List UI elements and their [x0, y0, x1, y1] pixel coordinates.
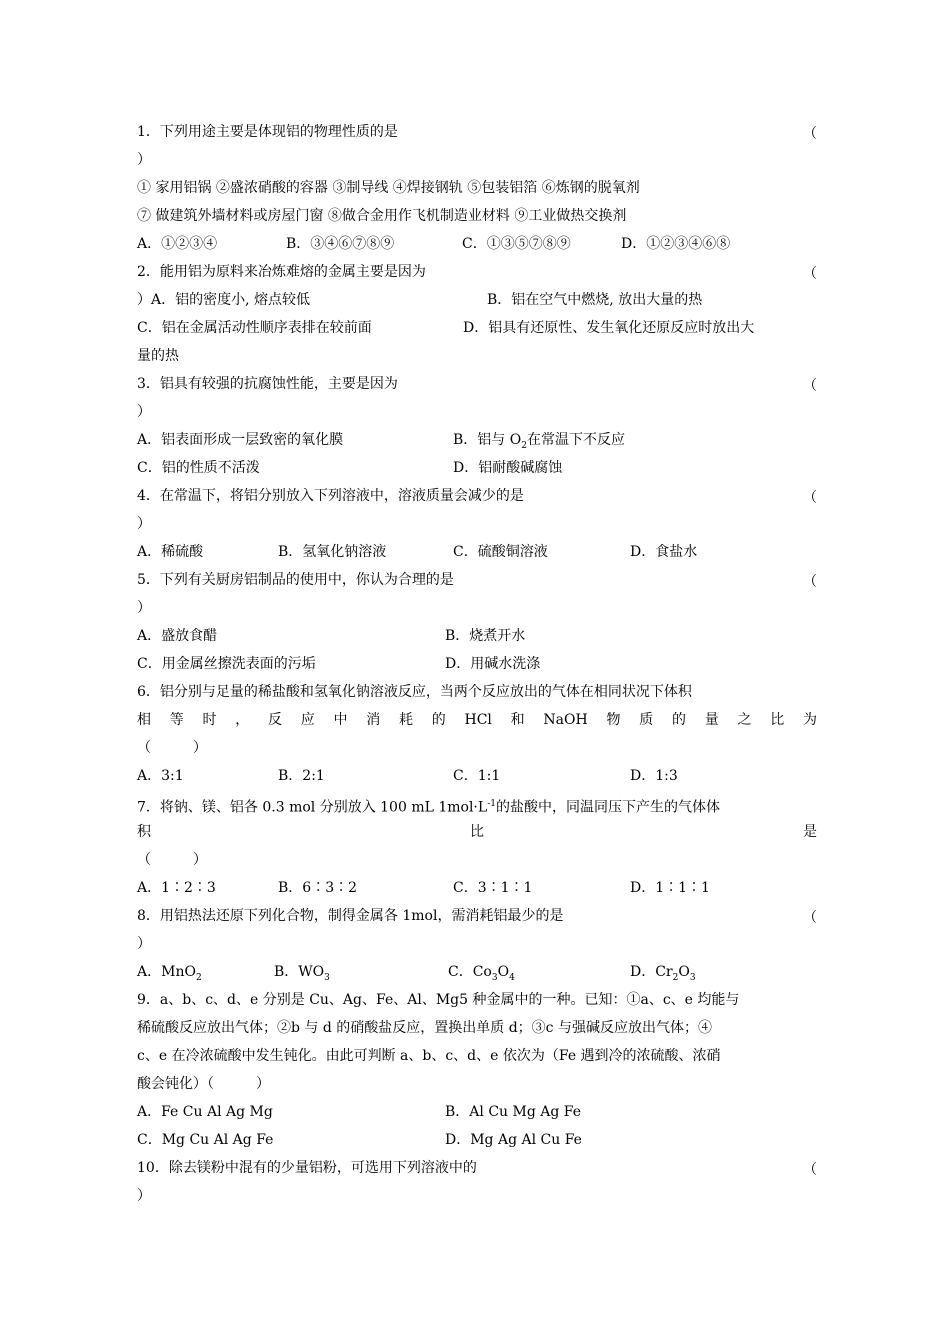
q9-stem-line2: 稀硫酸反应放出气体；②b 与 d 的硝酸盐反应，置换出单质 d；③c 与强碱反应放出气体；④ [137, 1020, 712, 1036]
q1-option-b: B．③④⑥⑦⑧⑨ [286, 236, 395, 252]
q3-option-a: A．铝表面形成一层致密的氧化膜 [137, 432, 344, 448]
q9-option-c: C．Mg Cu Al Ag Fe [137, 1132, 274, 1148]
q4-stem: 4．在常温下，将铝分别放入下列溶液中，溶液质量会减少的是 [137, 488, 524, 504]
q10-paren-open: （ [803, 1162, 817, 1178]
q5-paren-open: （ [803, 574, 817, 590]
q3-option-b: B．铝与 $O_2$在常温下不反应 [453, 432, 625, 451]
q5-option-b: B．烧煮开水 [445, 628, 526, 644]
q7-stem-line2: 积 比 是 [137, 824, 817, 840]
q2-option-c: C．铝在金属活动性顺序表排在较前面 [137, 320, 372, 336]
q6-stem-line1: 6．铝分别与足量的稀盐酸和氢氧化钠溶液反应，当两个反应放出的气体在相同状况下体积 [137, 684, 692, 700]
q1-items-line2: ⑦ 做建筑外墙材料或房屋门窗 ⑧做合金用作飞机制造业材料 ⑨工业做热交换剂 [137, 208, 627, 224]
q8-paren-open: （ [803, 910, 817, 926]
q10-stem: 10．除去镁粉中混有的少量铝粉，可选用下列溶液中的 [137, 1160, 477, 1176]
q3-paren-close: ） [137, 404, 151, 420]
q1-paren-close: ） [137, 152, 151, 168]
q7-stem-line1: 7．将钠、镁、铝各 0.3 mol 分别放入 100 mL $1mol\cdot L^{-1}$的盐酸中，同温同压下产生的气体体 [137, 799, 720, 816]
q4-option-b: B．氢氧化钠溶液 [278, 544, 387, 560]
q8-option-a: A．MnO$_2$ [137, 964, 202, 983]
q6-option-d: D．1:3 [630, 768, 678, 784]
q4-paren-close: ） [137, 516, 151, 532]
q9-stem-line1: 9．a、b、c、d、e 分别是 Cu、Ag、Fe、Al、Mg5 种金属中的一种。已知：①a、c、e 均能与 [137, 992, 740, 1008]
q6-option-a: A．3:1 [137, 768, 184, 784]
q3-option-c: C．铝的性质不活泼 [137, 460, 260, 476]
q4-option-a: A．稀硫酸 [137, 544, 204, 560]
q6-stem-line2: 相 等 时 ， 反 应 中 消 耗 的 HCl 和 NaOH 物 质 的 量 之 比 为 [137, 712, 817, 728]
q3-option-d: D．铝耐酸碱腐蚀 [453, 460, 563, 476]
q5-option-c: C．用金属丝擦洗表面的污垢 [137, 656, 316, 672]
q7-option-b: B．6∶3∶2 [278, 880, 358, 896]
q9-stem-line3: c、e 在冷浓硫酸中发生钝化。由此可判断 a、b、c、d、e 依次为（Fe 遇到冷的浓硫酸、浓硝 [137, 1048, 721, 1064]
q2-option-d: D．铝具有还原性、发生氧化还原反应时放出大 [463, 320, 755, 336]
q2-option-a: ）A．铝的密度小, 熔点较低 [137, 292, 311, 308]
q1-option-d: D．①②③④⑥⑧ [621, 236, 731, 252]
q8-stem: 8．用铝热法还原下列化合物，制得金属各 1mol，需消耗铝最少的是 [137, 908, 564, 924]
q7-answer-blank: （ ） [137, 852, 207, 868]
q7-option-a: A．1∶2∶3 [137, 880, 216, 896]
q5-option-d: D．用碱水洗涤 [445, 656, 541, 672]
q9-option-b: B．Al Cu Mg Ag Fe [445, 1104, 582, 1120]
q3-stem: 3．铝具有较强的抗腐蚀性能，主要是因为 [137, 376, 398, 392]
q9-option-a: A．Fe Cu Al Ag Mg [137, 1104, 273, 1120]
q8-paren-close: ） [137, 936, 151, 952]
q7-option-d: D．1∶1∶1 [630, 880, 710, 896]
q2-option-b: B．铝在空气中燃烧, 放出大量的热 [487, 292, 703, 308]
q5-stem: 5．下列有关厨房铝制品的使用中，你认为合理的是 [137, 572, 454, 588]
q6-option-b: B．2:1 [278, 768, 325, 784]
q6-answer-blank: （ ） [137, 740, 207, 756]
q8-option-d: D．$Cr_2O_3$ [630, 964, 696, 983]
q1-paren-open: （ [803, 126, 817, 142]
q6-option-c: C．1:1 [453, 768, 501, 784]
q3-paren-open: （ [803, 378, 817, 394]
q1-option-a: A．①②③④ [137, 236, 218, 252]
q1-option-c: C．①③⑤⑦⑧⑨ [462, 236, 571, 252]
q1-items-line1: ① 家用铝锅 ②盛浓硝酸的容器 ③制导线 ④焊接钢轨 ⑤包装铝箔 ⑥炼钢的脱氧剂 [137, 180, 640, 196]
q9-option-d: D．Mg Ag Al Cu Fe [445, 1132, 582, 1148]
q2-paren-open: （ [803, 266, 817, 282]
q2-stem: 2．能用铝为原料来冶炼难熔的金属主要是因为 [137, 264, 426, 280]
q8-option-b: B．$WO_3$ [274, 964, 330, 983]
q5-option-a: A．盛放食醋 [137, 628, 218, 644]
q1-stem: 1．下列用途主要是体现铝的物理性质的是 [137, 124, 398, 140]
q4-option-c: C．硫酸铜溶液 [453, 544, 548, 560]
q2-option-d-cont: 量的热 [137, 348, 179, 364]
q9-stem-line4: 酸会钝化）（ ） [137, 1076, 270, 1092]
q8-option-c: C．$Co_3O_4$ [448, 964, 515, 983]
q10-paren-close: ） [137, 1188, 151, 1204]
q4-option-d: D．食盐水 [630, 544, 698, 560]
q5-paren-close: ） [137, 600, 151, 616]
q4-paren-open: （ [803, 490, 817, 506]
q7-option-c: C．3∶1∶1 [453, 880, 533, 896]
